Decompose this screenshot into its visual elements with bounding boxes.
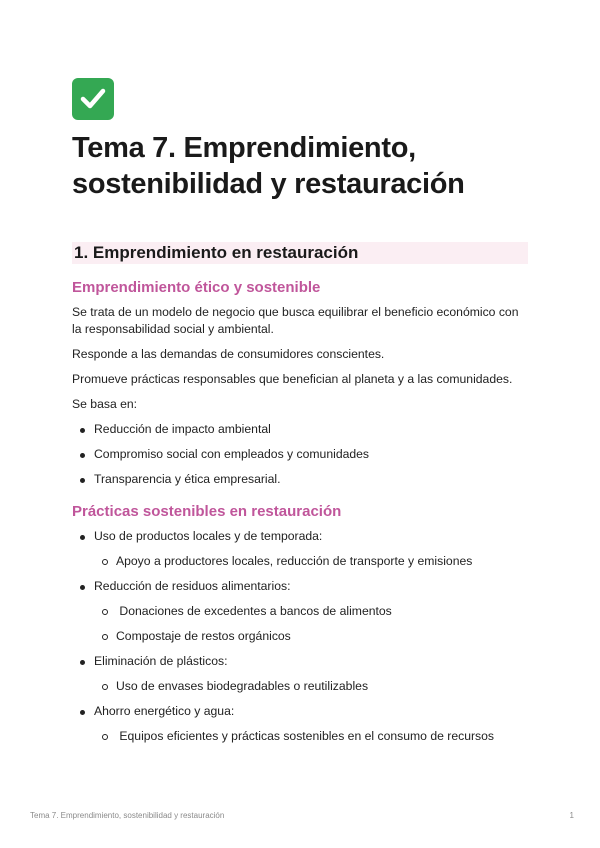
list-item-text: Reducción de residuos alimentarios: (94, 579, 291, 593)
section-heading-emprendimiento: 1. Emprendimiento en restauración (72, 242, 528, 264)
list-item-text: Eliminación de plásticos: (94, 654, 228, 668)
list-item-text: Equipos eficientes y prácticas sostenibles en el consumo de recursos (116, 729, 495, 743)
list-item-text: Uso de envases biodegradables o reutilizables (116, 679, 369, 693)
nested-list-item (116, 728, 528, 745)
list-item (94, 653, 528, 695)
list-item-text: Apoyo a productores locales, reducción de transporte y emisiones (116, 554, 473, 568)
bullet-dot-icon (80, 535, 85, 540)
nested-list (94, 553, 528, 570)
list-item-text: Compromiso social con empleados y comunidades (94, 447, 370, 461)
nested-list-item (116, 678, 528, 695)
subheading-practicas-sostenibles: Prácticas sostenibles en restauración (72, 503, 342, 520)
list-item-text: Donaciones de excedentes a bancos de alimentos (116, 604, 392, 618)
paragraph: Se basa en: (72, 397, 138, 411)
bullet-dot-icon (80, 660, 85, 665)
list-item (94, 421, 528, 438)
bullet-dot-icon (80, 710, 85, 715)
document-page (72, 78, 528, 753)
list-item-text: Ahorro energético y agua: (94, 704, 235, 718)
bullet-list-bases (72, 421, 528, 488)
bullet-circle-icon (102, 634, 108, 640)
bullet-circle-icon (102, 559, 108, 565)
list-item (94, 446, 528, 463)
nested-list (94, 728, 528, 745)
nested-list-item (116, 628, 528, 645)
list-item-text: Uso de productos locales y de temporada: (94, 529, 323, 543)
bullet-list-practicas (72, 528, 528, 745)
paragraph: Se trata de un modelo de negocio que busca equilibrar el beneficio económico con la responsabilidad social y ambiental. (72, 305, 519, 336)
bullet-dot-icon (80, 585, 85, 590)
bullet-circle-icon (102, 684, 108, 690)
list-item-text: Compostaje de restos orgánicos (116, 629, 291, 643)
bullet-circle-icon (102, 734, 108, 740)
page-number: 1 (569, 811, 574, 820)
page-title: Tema 7. Emprendimiento, sostenibilidad y restauración (72, 132, 465, 200)
list-item-text: Reducción de impacto ambiental (94, 422, 271, 436)
check-mark-glyph (78, 84, 108, 114)
page-footer (30, 811, 574, 820)
bullet-dot-icon (80, 453, 85, 458)
bullet-circle-icon (102, 609, 108, 615)
bullet-dot-icon (80, 428, 85, 433)
nested-list-item (116, 553, 528, 570)
bullet-dot-icon (80, 478, 85, 483)
list-item-text: Transparencia y ética empresarial. (94, 472, 281, 486)
nested-list (94, 603, 528, 645)
check-mark-icon (72, 78, 114, 120)
list-item (94, 471, 528, 488)
paragraph: Promueve prácticas responsables que benefician al planeta y a las comunidades. (72, 372, 513, 386)
list-item (94, 578, 528, 645)
subheading-etico-sostenible: Emprendimiento ético y sostenible (72, 279, 321, 296)
paragraph: Responde a las demandas de consumidores conscientes. (72, 347, 385, 361)
list-item (94, 703, 528, 745)
nested-list (94, 678, 528, 695)
footer-title: Tema 7. Emprendimiento, sostenibilidad y restauración (30, 811, 225, 820)
list-item (94, 528, 528, 570)
nested-list-item (116, 603, 528, 620)
